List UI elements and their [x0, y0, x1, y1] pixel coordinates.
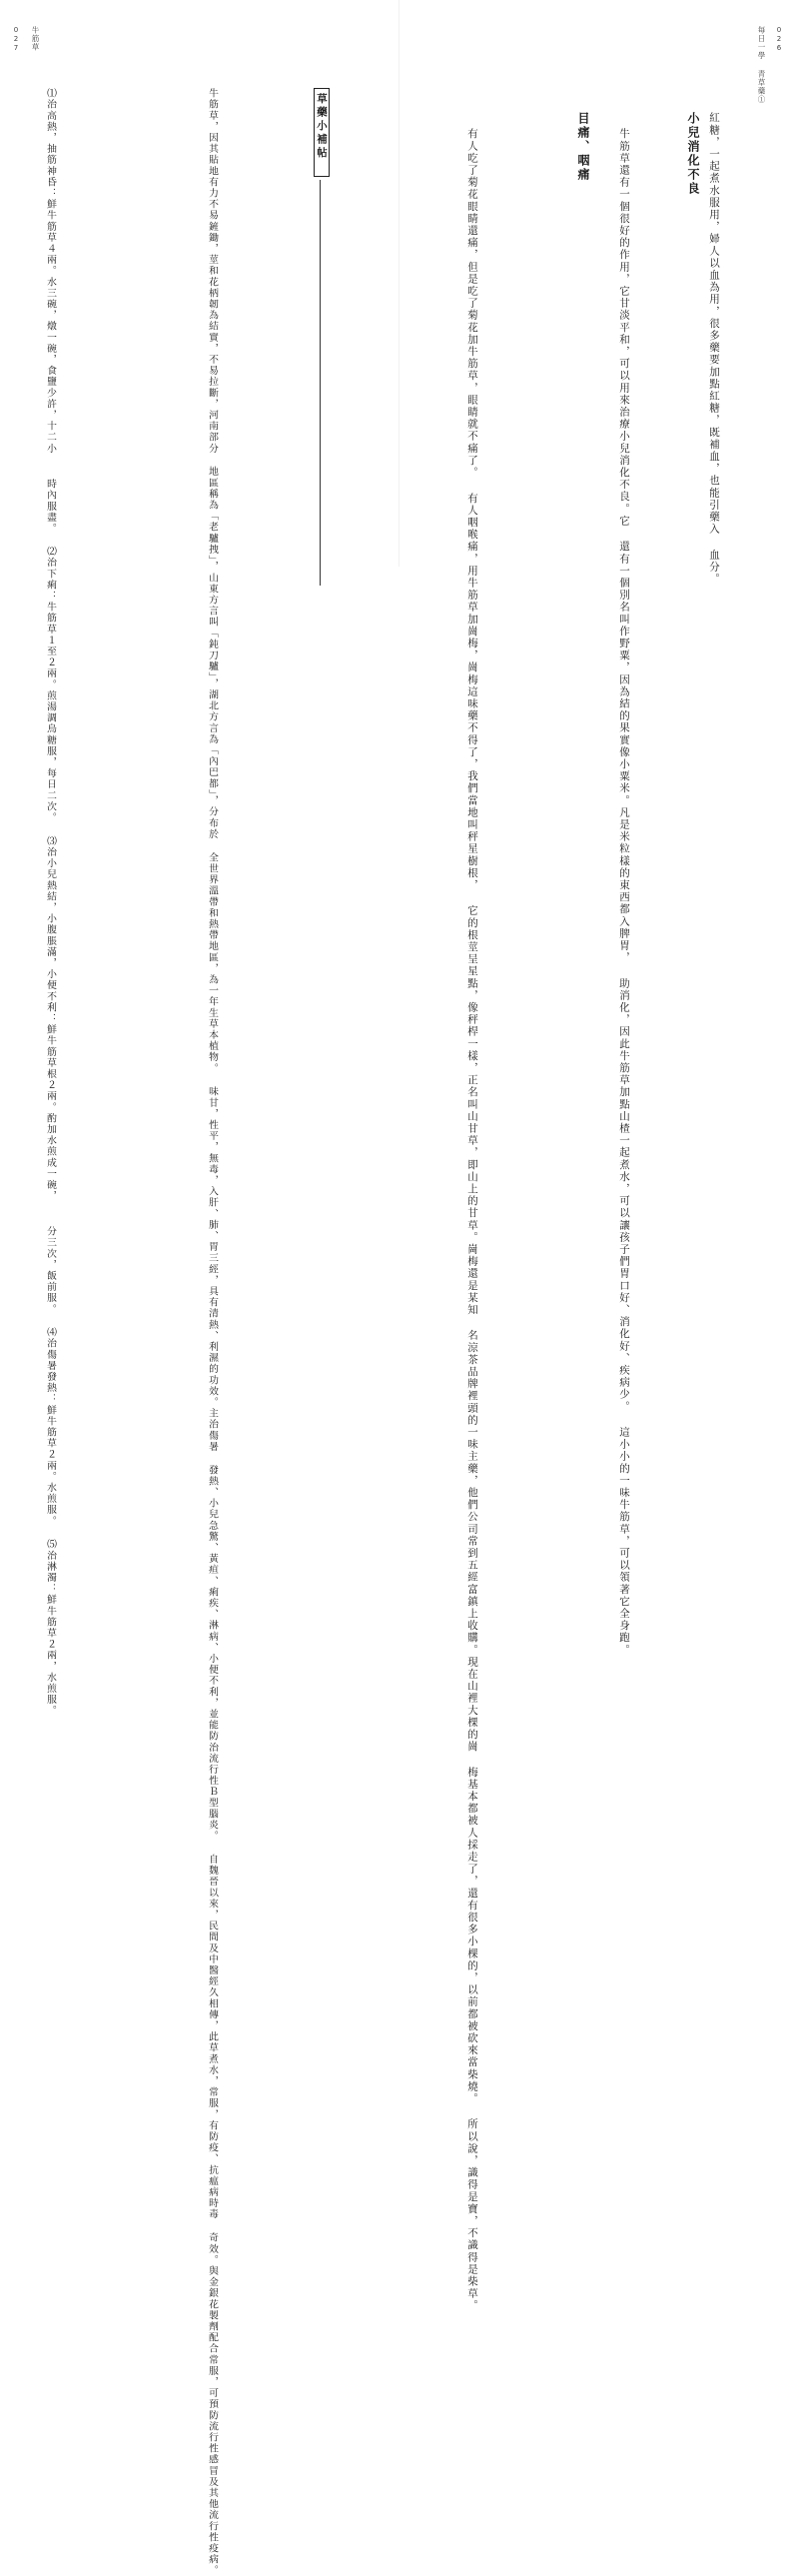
text-line: 發熱、小兒急驚、黃疸、痢疾、淋病、小便不利，並能防治流行性Ｂ型腦炎。	[207, 1464, 218, 1843]
text-line: 有人吃了菊花眼睛還痛，但是吃了菊花加牛筋草，眼睛就不痛了。	[466, 128, 478, 479]
text-line: 紅糖，一起煮水服用，婦人以血為用，很多藥要加點紅糖，既補血，也能引藥入	[708, 112, 720, 536]
remedy-item: ⑴治高熱，抽筋神昏：鮮牛筋草４兩。水三碗，燉一碗，食鹽少許，十二小	[45, 88, 56, 455]
section-heading-eye-throat: 目痛、咽痛	[576, 112, 590, 182]
intro-paragraph	[707, 112, 720, 586]
text-line: 名涼茶品牌裡頭的一味主藥，他們公司常到五經富鎮上收購。現在山裡大棵的崗	[466, 1329, 478, 1753]
text-line: 助消化，因此牛筋草加點山楂一起煮水，可以讓孩子們胃口好、消化好、疾病少。	[618, 977, 630, 1413]
remedy-list	[44, 88, 56, 1717]
section-heading-indigestion: 小兒消化不良	[686, 112, 700, 196]
remedy-item: ⑵治下痢：牛筋草１至２兩。煎湯調烏糖服，每日二次。	[45, 546, 56, 823]
section-indigestion-body	[617, 128, 630, 1657]
herb-description	[206, 88, 218, 2576]
text-line: 還有一個別名叫作野粟，因為結的果實像小粟米。凡是米粒樣的東西都入脾胃，	[618, 540, 630, 964]
remedy-item: ⑶治小兒熱結，小腹脹滿，小便不利：鮮牛筋草根２兩。酌加水煎成一碗，	[45, 835, 56, 1202]
text-line: 味甘，性平，無毒，入肝、肺、胃三經，具有清熱、利濕的功效。主治傷暑	[207, 1086, 218, 1453]
tip-box-rule	[320, 180, 321, 586]
page-number-right: 026	[775, 26, 783, 53]
text-line: 梅基本都被人採走了，還有很多小棵的，以前都被砍來當柴燒。	[466, 1766, 478, 2105]
text-line: 這小小的一味牛筋草，可以領著它全身跑。	[618, 1426, 630, 1657]
text-line: 奇效。與金銀花製劑配合常服，可預防流行性感冒及其他流行性疫病。	[207, 2232, 218, 2576]
remedy-item: 時內服盡。	[45, 478, 56, 535]
runner-line: 每日一學	[757, 26, 766, 60]
running-header-left: 牛筋草	[31, 26, 40, 52]
text-line: 所以說，識得是寶，不識得是柴草。	[466, 2117, 478, 2312]
remedy-item: ⑸治淋濁：鮮牛筋草２兩，水煎服。	[45, 1539, 56, 1717]
text-line: 全世界溫帶和熱帶地區，為一年生草本植物。	[207, 851, 218, 1074]
running-header-right	[756, 26, 767, 104]
tip-box-label: 草藥小補帖	[316, 93, 328, 161]
remedy-item: 分三次，飯前服。	[45, 1225, 56, 1315]
tip-box-title	[314, 88, 330, 177]
text-line: 血分。	[708, 549, 720, 586]
text-line: 自魏晉以來，民間及中醫經久相傳，此草煮水，常服，有防疫、抗瘟病時毒	[207, 1854, 218, 2220]
page-number-left: 027	[12, 26, 20, 53]
text-line: 牛筋草，因其貼地有力不易鏟鋤，莖和花柄韌為結實，不易拉斷，河南部分	[207, 88, 218, 455]
text-line: 地區稱為「老驢拽」，山東方言叫「鈍刀驢」，湖北方言為「內巴都」，分布於	[207, 466, 218, 840]
text-line: 有人咽喉痛，用牛筋草加崗梅，崗梅這味藥不得了，我們當地叫秤星樹根，	[466, 492, 478, 891]
remedy-item: ⑷治傷暑發熱：鮮牛筋草２兩。水煎服。	[45, 1327, 56, 1527]
text-line: 它的根莖呈星點，像秤桿一樣，正名叫山甘草，即山上的甘草。崗梅還是某知	[466, 904, 478, 1316]
runner-line: 青草藥①	[757, 70, 766, 104]
text-line: 牛筋草還有一個很好的作用，它甘淡平和，可以用來治療小兒消化不良。它	[618, 128, 630, 528]
section-eye-throat-body	[465, 128, 478, 2312]
